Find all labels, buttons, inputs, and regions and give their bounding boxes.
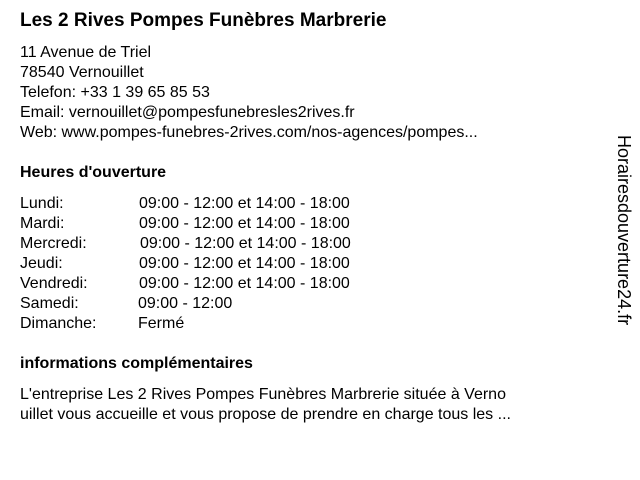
info-description [20, 385, 511, 425]
website-url: Web: www.pompes-funebres-2rives.com/nos-agences/pompes... [20, 124, 478, 141]
hours-value: Fermé [138, 315, 185, 332]
hours-value: 09:00 - 12:00 et 14:00 - 18:00 [140, 235, 351, 252]
info-line-2: uillet vous accueille et vous propose de prendre en charge tous les ... [20, 406, 511, 423]
hours-value: 09:00 - 12:00 et 14:00 - 18:00 [139, 195, 350, 212]
business-name: Les 2 Rives Pompes Funèbres Marbrerie [20, 10, 387, 31]
email-address: Email: vernouillet@pompesfunebresles2rives.fr [20, 104, 355, 121]
day-label: Lundi: [20, 195, 64, 212]
day-label: Mardi: [20, 215, 65, 232]
day-label: Dimanche: [20, 315, 97, 332]
info-line-1: L'entreprise Les 2 Rives Pompes Funèbres Marbrerie située à Verno [20, 386, 506, 403]
address-street: 11 Avenue de Triel [20, 44, 152, 61]
hours-value: 09:00 - 12:00 et 14:00 - 18:00 [139, 215, 350, 232]
day-label: Samedi: [20, 295, 79, 312]
hours-value: 09:00 - 12:00 et 14:00 - 18:00 [139, 255, 350, 272]
phone-number: Telefon: +33 1 39 65 85 53 [20, 84, 210, 101]
address-city: 78540 Vernouillet [20, 64, 144, 81]
site-watermark: Horairesdouverture24.fr [614, 135, 634, 326]
info-heading: informations complémentaires [20, 355, 253, 372]
contact-details [20, 43, 478, 143]
day-label: Vendredi: [20, 275, 88, 292]
hours-value: 09:00 - 12:00 et 14:00 - 18:00 [139, 275, 350, 292]
day-label: Mercredi: [20, 235, 87, 252]
opening-hours-heading: Heures d'ouverture [20, 164, 167, 181]
day-label: Jeudi: [20, 255, 63, 272]
hours-value: 09:00 - 12:00 [138, 295, 233, 312]
